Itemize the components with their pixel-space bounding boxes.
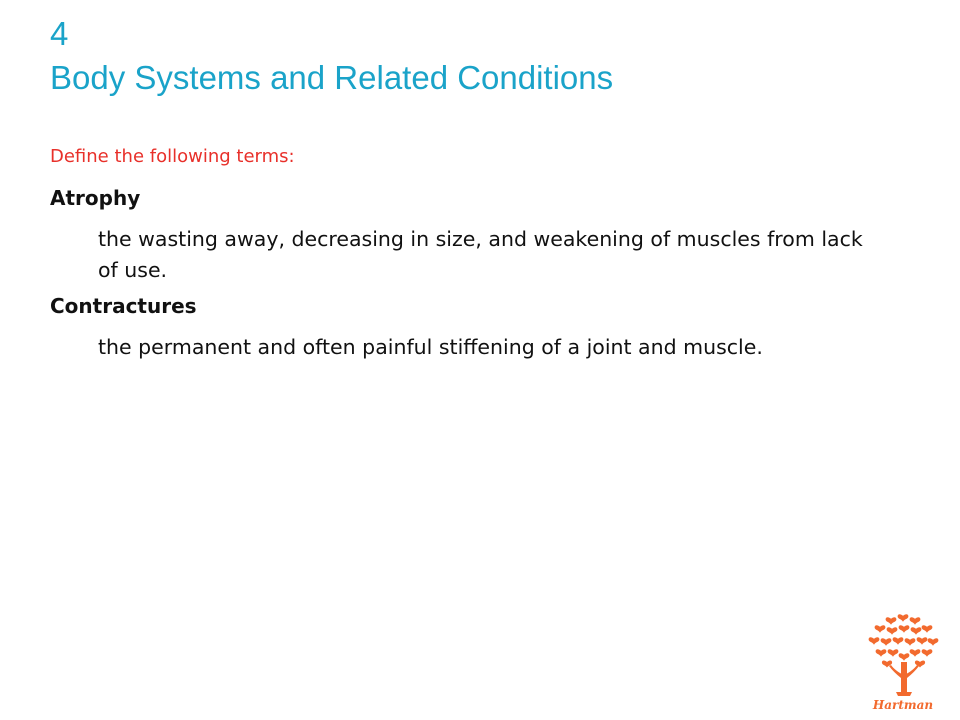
instruction-prompt: Define the following terms: [50, 146, 295, 167]
logo-wordmark: Hartman [872, 698, 934, 712]
hartman-logo [860, 612, 946, 712]
chapter-title: Body Systems and Related Conditions [50, 59, 614, 96]
term-contractures: Contractures [50, 294, 197, 318]
heart-tree-icon [860, 612, 946, 712]
chapter-number: 4 [50, 15, 69, 52]
term-atrophy: Atrophy [50, 186, 141, 210]
definition-contractures: the permanent and often painful stiffening of a joint and muscle. [98, 335, 763, 359]
definition-atrophy: the wasting away, decreasing in size, and weakening of muscles from lack of use. [98, 227, 863, 282]
